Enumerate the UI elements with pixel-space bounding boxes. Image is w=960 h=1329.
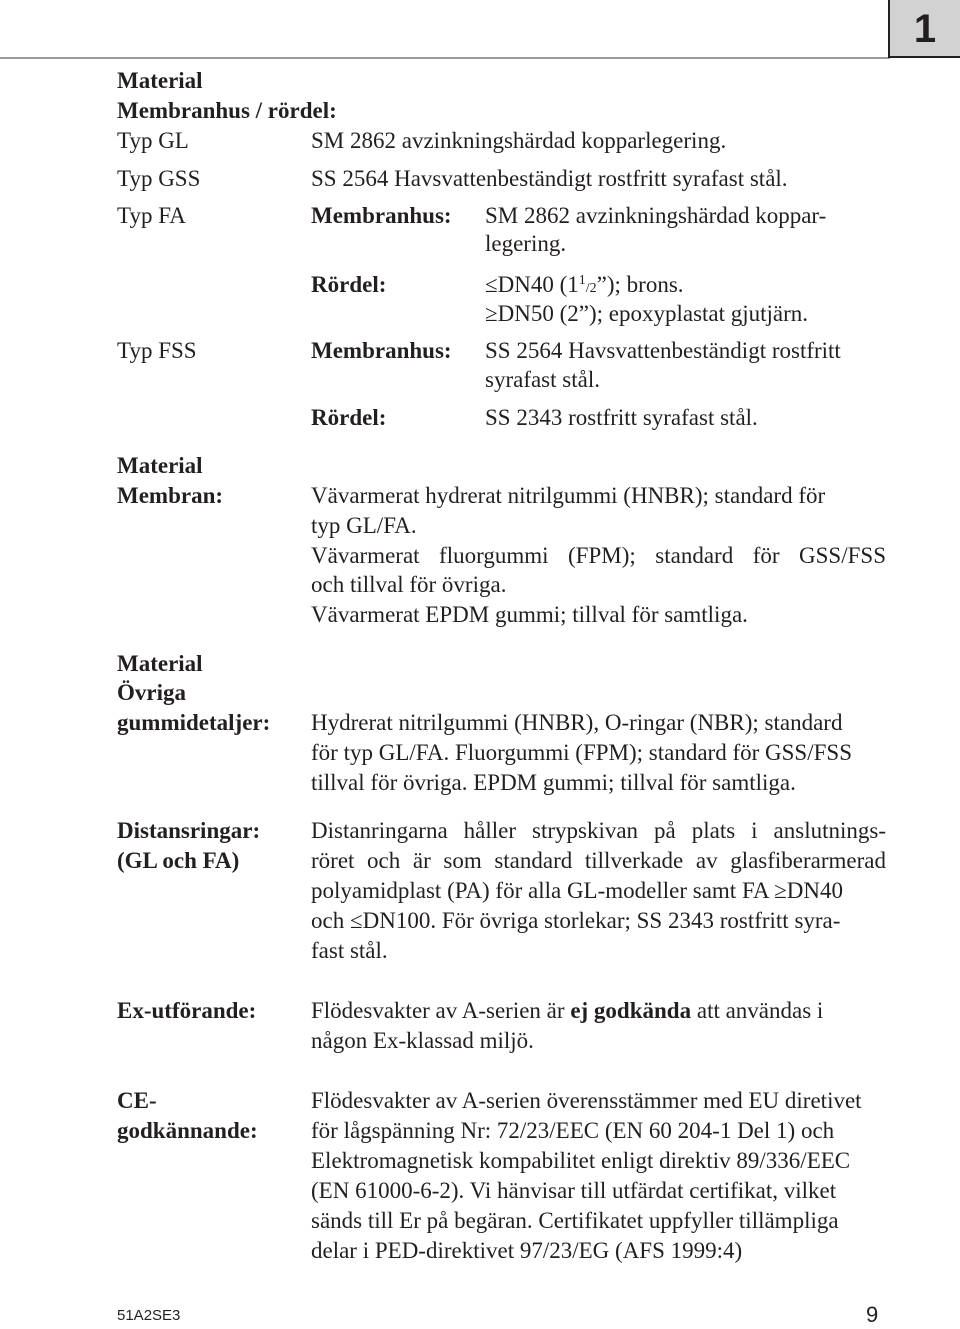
typ-fss-rordel-value: SS 2343 rostfritt syrafast stål. [485,405,758,430]
ce-label-1: CE- [117,1088,157,1113]
membran-line: och tillval för övriga. [311,572,507,597]
typ-fss-label: Typ FSS [117,338,197,363]
ce-line: Elektromagnetisk kompabilitet enligt direktiv 89/336/EEC [311,1148,851,1173]
typ-gl-label: Typ GL [117,128,189,153]
ovriga-label-3: gummidetaljer: [117,710,271,735]
membran-line: Vävarmerat fluorgummi (FPM); standard för GSS/FSS [311,543,886,568]
typ-fss-rordel-label: Rördel: [311,405,387,430]
ovriga-line: tillval för övriga. EPDM gummi; tillval för samtliga. [311,770,796,795]
ce-line: Flödesvakter av A-serien överensstämmer med EU diretivet [311,1088,862,1113]
distans-line: och ≤DN100. För övriga storlekar; SS 2343 rostfritt syra- [311,908,841,933]
distans-label-1: Distansringar: [117,818,261,843]
footer-doc-code: 51A2SE3 [117,1307,181,1324]
distans-line: fast stål. [311,938,388,963]
ex-emphasis: ej godkända [570,998,692,1023]
ex-line: Flödesvakter av A-serien är ej godkända att användas i [311,998,824,1023]
less-equal-symbol: ≤ [349,908,363,933]
greater-equal-symbol: ≥ [774,878,787,903]
typ-fa-membranhus-line1: SM 2862 avzinkningshärdad koppar- [485,203,827,228]
greater-equal-symbol: ≥ [485,301,498,326]
distans-line: Distanringarna håller strypskivan på plats i anslutnings- [311,818,886,843]
typ-gss-label: Typ GSS [117,166,201,191]
ovriga-label-2: Övriga [117,680,186,705]
membran-line: typ GL/FA. [311,513,417,538]
typ-fa-label: Typ FA [117,203,186,228]
ex-line: någon Ex-klassad miljö. [311,1028,534,1053]
typ-fa-membranhus-label: Membranhus: [311,203,452,228]
membran-label-2: Membran: [117,483,224,508]
typ-fss-membranhus-label: Membranhus: [311,338,452,363]
membranhus-heading: Membranhus / rördel: [117,98,337,123]
ce-label-2: godkännande: [117,1118,258,1143]
typ-fa-rordel-line2: ≥DN50 (2”); epoxyplastat gjutjärn. [485,301,809,326]
ex-label: Ex-utförande: [117,998,257,1023]
typ-gl-value: SM 2862 avzinkningshärdad kopparlegering. [311,128,727,153]
ce-line: sänds till Er på begäran. Certifikatet uppfyller tillämpliga [311,1208,839,1233]
less-equal-symbol: ≤ [485,272,498,297]
typ-fss-membranhus-line2: syrafast stål. [485,367,600,392]
membran-label-1: Material [117,453,203,478]
distans-label-2: (GL och FA) [117,848,240,873]
chapter-tab: 1 [888,0,960,58]
footer-page-number: 9 [866,1302,879,1327]
typ-gss-value: SS 2564 Havsvattenbeständigt rostfritt syrafast stål. [311,166,788,191]
ce-line: delar i PED-direktivet 97/23/EG (AFS 1999:4) [311,1238,743,1263]
typ-fa-rordel-label: Rördel: [311,272,387,297]
membran-line: Vävarmerat hydrerat nitrilgummi (HNBR); standard för [311,483,826,508]
membran-line: Vävarmerat EPDM gummi; tillval för samtliga. [311,602,748,627]
typ-fss-membranhus-line1: SS 2564 Havsvattenbeständigt rostfritt [485,338,841,363]
ovriga-line: för typ GL/FA. Fluorgummi (FPM); standard för GSS/FSS [311,740,852,765]
typ-fa-membranhus-line2: legering. [485,231,567,256]
header-rule [0,57,890,59]
ovriga-line: Hydrerat nitrilgummi (HNBR), O-ringar (NBR); standard [311,710,843,735]
distans-line: röret och är som standard tillverkade av glasfiberarmerad [311,848,886,873]
typ-fa-rordel-line1: ≤DN40 $(1^1/2”)$; brons. [485,272,684,297]
material-heading: Material [117,68,203,93]
distans-line: polyamidplast (PA) för alla GL-modeller samt FA ≥DN40 [311,878,843,903]
ce-line: (EN 61000-6-2). Vi hänvisar till utfärdat certifikat, vilket [311,1178,837,1203]
ovriga-label-1: Material [117,651,203,676]
ce-line: för lågspänning Nr: 72/23/EEC (EN 60 204-1 Del 1) och [311,1118,835,1143]
